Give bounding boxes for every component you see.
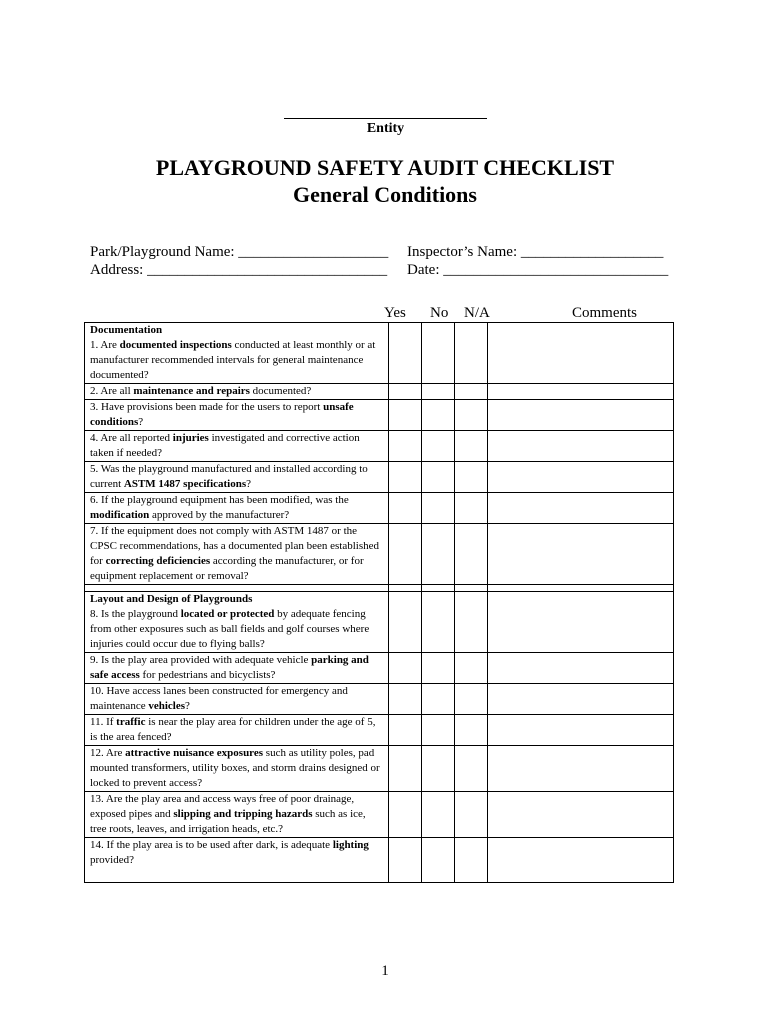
q0-5-na-cell[interactable] (455, 493, 488, 524)
q0-1-no-cell[interactable] (422, 384, 455, 400)
question-keyword: slipping and tripping hazards (173, 808, 313, 820)
col-na-header: N/A (464, 305, 490, 321)
question-keyword: parking and safe access (90, 654, 369, 681)
question-text: conducted at least monthly or at manufacturer recommended intervals for general maintenance documented? (90, 339, 376, 381)
question-text: 10. Have access lanes been constructed for emergency and maintenance (90, 685, 348, 712)
q1-4-comments-cell[interactable] (488, 746, 674, 792)
question-keyword: traffic (116, 716, 146, 728)
q1-0-comments-cell[interactable] (488, 592, 674, 653)
question-cell (85, 462, 389, 493)
q0-6-no-cell[interactable] (422, 524, 455, 585)
question-text: 4. Are all reported (90, 432, 173, 444)
entity-label: Entity (366, 121, 405, 136)
q0-0-yes-cell[interactable] (389, 323, 422, 384)
table-row (85, 524, 674, 585)
q1-6-na-cell[interactable] (455, 838, 488, 883)
question-text: is near the play area for children under the age of 5, is the area fenced? (90, 716, 376, 743)
entity-line (284, 118, 487, 119)
table-row (85, 462, 674, 493)
q0-2-yes-cell[interactable] (389, 400, 422, 431)
q1-2-no-cell[interactable] (422, 684, 455, 715)
address-field[interactable]: Address: ________________________________ (90, 262, 388, 278)
question-cell (85, 746, 389, 792)
table-row (85, 592, 674, 653)
q0-3-no-cell[interactable] (422, 431, 455, 462)
question-text: 6. If the playground equipment has been modified, was the (90, 494, 349, 506)
inspector-name-field[interactable]: Inspector’s Name: ___________________ (407, 244, 664, 260)
table-row (85, 493, 674, 524)
question-keyword: vehicles (148, 700, 186, 712)
table-row (85, 384, 674, 400)
q1-5-no-cell[interactable] (422, 792, 455, 838)
date-field[interactable]: Date: ______________________________ (407, 262, 669, 278)
q0-4-yes-cell[interactable] (389, 462, 422, 493)
question-text: ? (138, 416, 144, 428)
q0-5-yes-cell[interactable] (389, 493, 422, 524)
question-cell (85, 400, 389, 431)
q1-1-no-cell[interactable] (422, 653, 455, 684)
col-comments-header: Comments (572, 305, 638, 321)
checklist-table-wrap (84, 322, 674, 883)
q1-2-comments-cell[interactable] (488, 684, 674, 715)
question-keyword: unsafe conditions (90, 401, 354, 428)
question-cell (85, 384, 389, 400)
q0-2-comments-cell[interactable] (488, 400, 674, 431)
question-text: ? (185, 700, 190, 712)
q1-0-no-cell[interactable] (422, 592, 455, 653)
q1-3-na-cell[interactable] (455, 715, 488, 746)
section-gap-row (85, 585, 674, 592)
question-cell (85, 838, 389, 883)
q0-0-comments-cell[interactable] (488, 323, 674, 384)
question-text: 3. Have provisions been made for the users to report (90, 401, 324, 413)
question-cell (85, 493, 389, 524)
question-text: 5. Was the playground manufactured and installed according to current (90, 463, 368, 490)
question-text: such as ice, tree roots, leaves, and irrigation heads, etc.? (90, 808, 366, 835)
page-title (0, 154, 770, 208)
question-keyword: maintenance and repairs (133, 385, 250, 397)
table-row (85, 323, 674, 384)
q1-0-na-cell[interactable] (455, 592, 488, 653)
question-text: 14. If the play area is to be used after dark, is adequate (90, 839, 333, 851)
question-text: 8. Is the playground (90, 608, 181, 620)
section-title: Layout and Design of Playgrounds (90, 593, 253, 605)
gap-cell (488, 585, 674, 592)
page-number: 1 (381, 963, 389, 979)
q0-5-comments-cell[interactable] (488, 493, 674, 524)
q0-1-comments-cell[interactable] (488, 384, 674, 400)
question-text: 13. Are the play area and access ways free of poor drainage, exposed pipes and (90, 793, 355, 820)
gap-cell (422, 585, 455, 592)
checklist-table (84, 322, 674, 883)
q0-1-na-cell[interactable] (455, 384, 488, 400)
q0-5-no-cell[interactable] (422, 493, 455, 524)
q1-5-na-cell[interactable] (455, 792, 488, 838)
q1-1-yes-cell[interactable] (389, 653, 422, 684)
q1-4-no-cell[interactable] (422, 746, 455, 792)
q1-6-comments-cell[interactable] (488, 838, 674, 883)
q1-6-no-cell[interactable] (422, 838, 455, 883)
q1-3-no-cell[interactable] (422, 715, 455, 746)
question-text: investigated and corrective action taken if needed? (90, 432, 360, 459)
q1-4-na-cell[interactable] (455, 746, 488, 792)
park-name-field[interactable]: Park/Playground Name: ____________________ (90, 244, 389, 260)
section-title: Documentation (90, 324, 163, 336)
question-cell (85, 715, 389, 746)
table-row (85, 431, 674, 462)
question-keyword: located or protected (180, 608, 275, 620)
col-yes-header: Yes (384, 305, 406, 321)
q1-1-na-cell[interactable] (455, 653, 488, 684)
question-text: according the manufacturer, or for equipment replacement or removal? (90, 555, 364, 582)
gap-cell (389, 585, 422, 592)
gap-cell (85, 585, 389, 592)
question-text: 2. Are all (90, 385, 134, 397)
q1-2-na-cell[interactable] (455, 684, 488, 715)
question-cell (85, 792, 389, 838)
question-cell (85, 684, 389, 715)
q0-1-yes-cell[interactable] (389, 384, 422, 400)
col-no-header: No (430, 305, 449, 321)
q1-0-yes-cell[interactable] (389, 592, 422, 653)
question-keyword: ASTM 1487 specifications (123, 478, 247, 490)
q0-0-no-cell[interactable] (422, 323, 455, 384)
question-cell (85, 592, 389, 653)
table-row (85, 684, 674, 715)
question-text: for pedestrians and bicyclists? (139, 669, 276, 681)
question-text: ? (246, 478, 252, 490)
q0-3-comments-cell[interactable] (488, 431, 674, 462)
q0-2-na-cell[interactable] (455, 400, 488, 431)
q1-6-yes-cell[interactable] (389, 838, 422, 883)
q0-4-comments-cell[interactable] (488, 462, 674, 493)
q0-6-yes-cell[interactable] (389, 524, 422, 585)
question-keyword: correcting deficiencies (105, 555, 211, 567)
question-cell (85, 653, 389, 684)
q0-3-na-cell[interactable] (455, 431, 488, 462)
question-text: by adequate fencing from other exposures such as ball fields and golf courses where injuries could occur due to flying balls? (90, 608, 370, 650)
q0-6-na-cell[interactable] (455, 524, 488, 585)
question-text: 11. If (90, 716, 117, 728)
q1-4-yes-cell[interactable] (389, 746, 422, 792)
table-row (85, 792, 674, 838)
q0-4-no-cell[interactable] (422, 462, 455, 493)
q0-4-na-cell[interactable] (455, 462, 488, 493)
q0-0-na-cell[interactable] (455, 323, 488, 384)
question-text: 12. Are (90, 747, 126, 759)
question-keyword: modification (90, 509, 150, 521)
title-line-2: General Conditions (293, 182, 477, 207)
q1-2-yes-cell[interactable] (389, 684, 422, 715)
question-cell (85, 524, 389, 585)
q1-3-yes-cell[interactable] (389, 715, 422, 746)
question-text: 9. Is the play area provided with adequate vehicle (90, 654, 312, 666)
question-cell (85, 431, 389, 462)
table-row (85, 653, 674, 684)
q1-3-comments-cell[interactable] (488, 715, 674, 746)
question-text: documented? (249, 385, 312, 397)
question-keyword: injuries (172, 432, 209, 444)
question-keyword: attractive nuisance exposures (125, 747, 264, 759)
q1-5-comments-cell[interactable] (488, 792, 674, 838)
q1-1-comments-cell[interactable] (488, 653, 674, 684)
table-row (85, 400, 674, 431)
question-text: 1. Are (90, 339, 120, 351)
question-keyword: documented inspections (119, 339, 232, 351)
title-line-1: PLAYGROUND SAFETY AUDIT CHECKLIST (155, 155, 615, 180)
table-row (85, 715, 674, 746)
q0-3-yes-cell[interactable] (389, 431, 422, 462)
question-cell (85, 323, 389, 384)
q0-6-comments-cell[interactable] (488, 524, 674, 585)
q1-5-yes-cell[interactable] (389, 792, 422, 838)
table-row (85, 838, 674, 883)
question-text: approved by the manufacturer? (149, 509, 290, 521)
question-text: 7. If the equipment does not comply with ASTM 1487 or the CPSC recommendations, has a documented plan been established for (90, 525, 379, 567)
table-row (85, 746, 674, 792)
question-text: such as utility poles, pad mounted transformers, utility boxes, and storm drains designed or locked to prevent access? (90, 747, 380, 789)
q0-2-no-cell[interactable] (422, 400, 455, 431)
gap-cell (455, 585, 488, 592)
question-text: provided? (90, 854, 134, 866)
question-keyword: lighting (332, 839, 369, 851)
